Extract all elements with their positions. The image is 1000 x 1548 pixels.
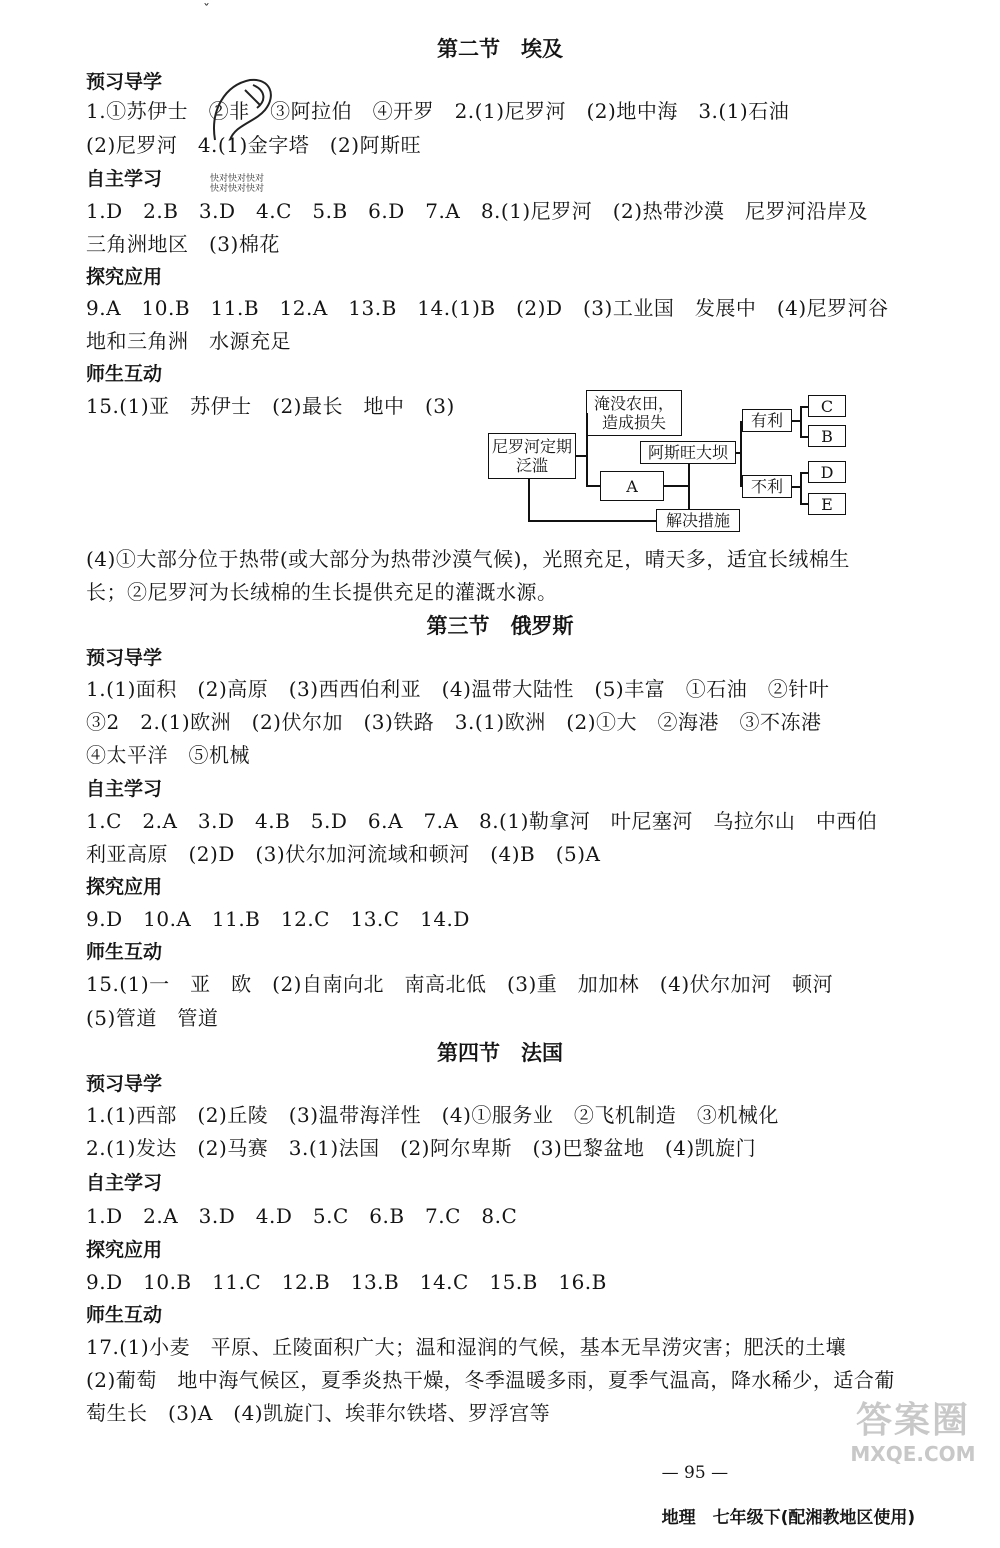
label-self-study: 自主学习 [86, 778, 163, 800]
answer-line: 萄生长 (3)A (4)凯旋门、埃菲尔铁塔、罗浮宫等 [86, 1401, 551, 1425]
answer-line: 1.(1)西部 (2)丘陵 (3)温带海洋性 (4)①服务业 ②飞机制造 ③机械化 [86, 1103, 779, 1127]
box-b: B [808, 425, 846, 447]
label-explore: 探究应用 [86, 876, 163, 898]
box-d: D [808, 461, 846, 483]
answer-line: (5)管道 管道 [86, 1006, 219, 1030]
connector [800, 472, 802, 504]
label-interaction: 师生互动 [86, 363, 163, 385]
box-nile-flood: 尼罗河定期泛滥 [488, 433, 576, 479]
answer-line: 9.A 10.B 11.B 12.A 13.B 14.(1)B (2)D (3)工业国 发展中 (4)尼罗河谷 [86, 296, 889, 320]
stamp-text: 快对快对快对 快对快对快对 [210, 174, 265, 194]
box-aswan-dam: 阿斯旺大坝 [640, 441, 736, 464]
page-footer [640, 1443, 915, 1548]
box-favorable: 有利 [742, 409, 792, 432]
connector [800, 436, 808, 438]
connector [800, 503, 808, 505]
answer-line: 2.(1)发达 (2)马赛 3.(1)法国 (2)阿尔卑斯 (3)巴黎盆地 (4)凯旋门 [86, 1136, 757, 1160]
connector [586, 485, 600, 487]
answer-line: (2)尼罗河 4.(1)金字塔 (2)阿斯旺 [86, 133, 422, 157]
watermark-url: MXQE.COM [850, 1442, 976, 1466]
box-farmland-loss: 淹没农田，造成损失 [586, 390, 682, 436]
label-interaction: 师生互动 [86, 1304, 163, 1326]
label-explore: 探究应用 [86, 1239, 163, 1261]
pen-mark: ˇ [203, 2, 210, 18]
handwritten-scribble [205, 70, 285, 160]
box-unfavorable: 不利 [742, 475, 792, 498]
section-title-russia: 第三节 俄罗斯 [426, 614, 574, 638]
label-preview: 预习导学 [86, 647, 163, 669]
answer-line: ③2 2.(1)欧洲 (2)伏尔加 (3)铁路 3.(1)欧洲 (2)①大 ②海港 ③不冻港 [86, 710, 822, 734]
connector [740, 421, 742, 487]
answer-line: 1.①苏伊士 ②非 ③阿拉伯 ④开罗 2.(1)尼罗河 (2)地中海 3.(1)石油 [86, 99, 790, 123]
answer-line: 三角洲地区 (3)棉花 [86, 232, 280, 256]
box-measures: 解决措施 [656, 509, 740, 532]
connector [528, 520, 656, 522]
book-title: 地理 七年级下(配湘教地区使用) [661, 1508, 916, 1528]
answer-line: 1.D 2.B 3.D 4.C 5.B 6.D 7.A 8.(1)尼罗河 (2)热带沙漠 尼罗河沿岸及 [86, 199, 869, 223]
answer-line: (4)①大部分位于热带(或大部分为热带沙漠气候)，光照充足，晴天多，适宜长绒棉生 [86, 547, 850, 571]
label-explore: 探究应用 [86, 266, 163, 288]
connector [800, 406, 808, 408]
answer-line: 17.(1)小麦 平原、丘陵面积广大；温和湿润的气候，基本无旱涝灾害；肥沃的土壤 [86, 1335, 847, 1359]
answer-line: 1.D 2.A 3.D 4.D 5.C 6.B 7.C 8.C [86, 1204, 518, 1228]
box-e: E [808, 493, 846, 515]
answer-line: (2)葡萄 地中海气候区，夏季炎热干燥，冬季温暖多雨，夏季气温高，降水稀少，适合葡 [86, 1368, 895, 1392]
connector [800, 406, 802, 437]
watermark-text: 答案圈 [855, 1400, 970, 1441]
answer-line: 15.(1)一 亚 欧 (2)自南向北 南高北低 (3)重 加加林 (4)伏尔加河 顿河 [86, 972, 834, 996]
section-title-france: 第四节 法国 [437, 1041, 563, 1065]
answer-line: ④太平洋 ⑤机械 [86, 743, 250, 767]
section-title-egypt: 第二节 埃及 [437, 37, 563, 61]
box-a: A [600, 471, 664, 501]
connector [688, 464, 690, 509]
box-c: C [808, 395, 846, 417]
answer-line: 9.D 10.B 11.C 12.B 13.B 14.C 15.B 16.B [86, 1270, 607, 1294]
answer-line: 地和三角洲 水源充足 [86, 329, 291, 353]
connector [800, 472, 808, 474]
answer-line: 9.D 10.A 11.B 12.C 13.C 14.D [86, 907, 470, 931]
answer-line: 15.(1)亚 苏伊士 (2)最长 地中 (3) [86, 394, 455, 418]
label-preview: 预习导学 [86, 71, 163, 93]
nile-diagram [480, 385, 850, 535]
connector [586, 413, 588, 486]
answer-line: 利亚高原 (2)D (3)伏尔加河流域和顿河 (4)B (5)A [86, 842, 601, 866]
label-self-study: 自主学习 [86, 168, 163, 190]
label-preview: 预习导学 [86, 1073, 163, 1095]
label-interaction: 师生互动 [86, 941, 163, 963]
page-number: — 95 — [661, 1463, 729, 1483]
label-self-study: 自主学习 [86, 1172, 163, 1194]
connector [528, 479, 530, 521]
answer-line: 1.(1)面积 (2)高原 (3)西西伯利亚 (4)温带大陆性 (5)丰富 ①石油 ②针叶 [86, 677, 830, 701]
answer-line: 1.C 2.A 3.D 4.B 5.D 6.A 7.A 8.(1)勒拿河 叶尼塞河 乌拉尔山 中西伯 [86, 809, 878, 833]
connector [664, 485, 688, 487]
answer-line: 长；②尼罗河为长绒棉的生长提供充足的灌溉水源。 [86, 580, 558, 604]
